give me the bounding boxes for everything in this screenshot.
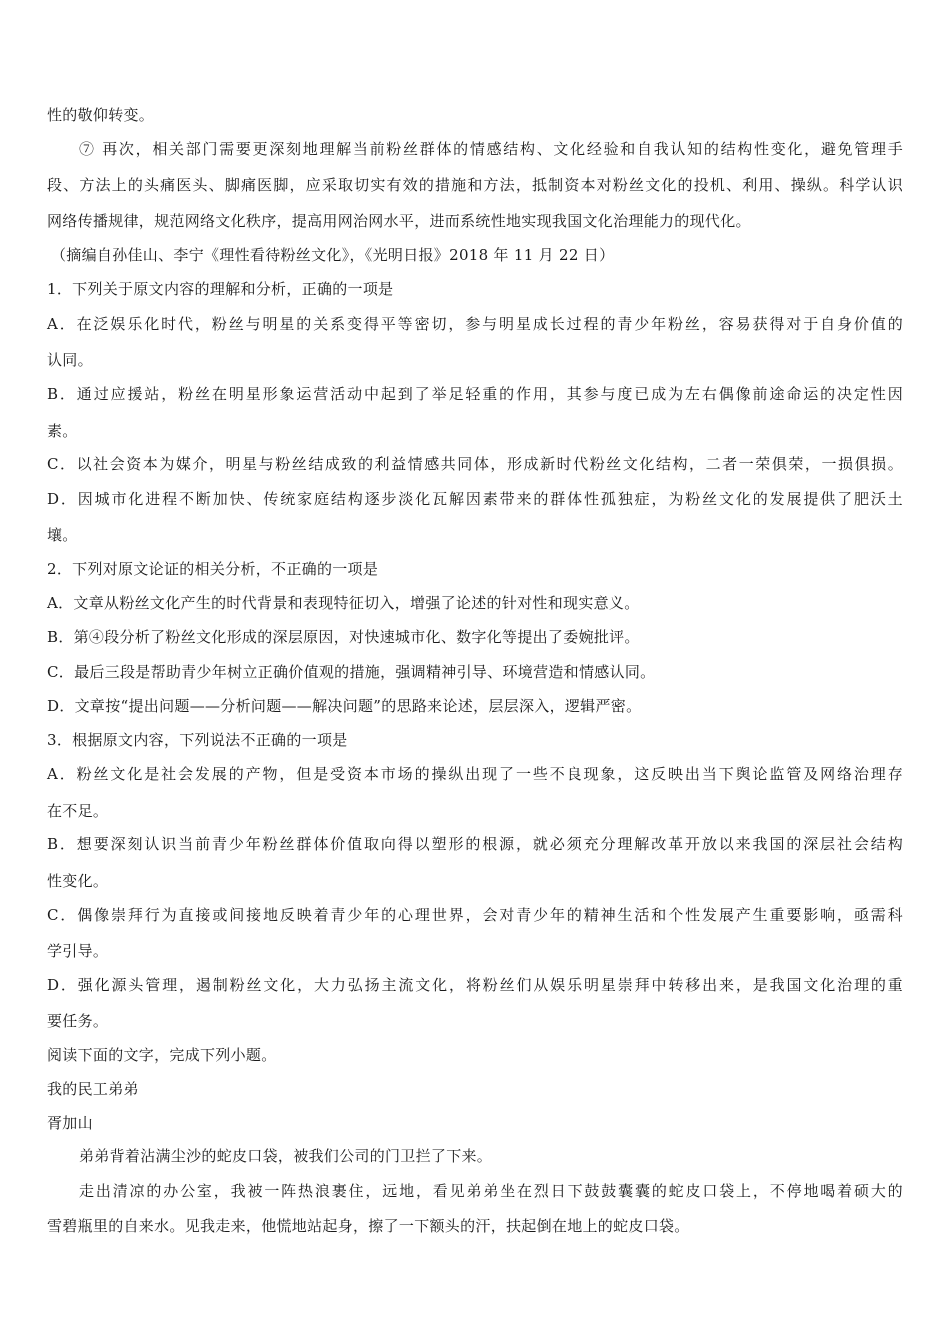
story-paragraph: 弟弟背着沾满尘沙的蛇皮口袋，被我们公司的门卫拦了下来。 (79, 1147, 493, 1165)
source-citation: （摘编自孙佳山、李宁《理性看待粉丝文化》，《光明日报》2018 年 11 月 22 日） (51, 246, 615, 264)
option-line: B．想要深刻认识当前青少年粉丝群体价值取向得以塑形的根源，就必须充分理解改革开放以来我国的深层社会结构 (47, 835, 903, 853)
story-paragraph: 走出清凉的办公室，我被一阵热浪裹住，远地，看见弟弟坐在烈日下鼓鼓囊囊的蛇皮口袋上，不停地喝着硕大的 (79, 1182, 903, 1200)
option-line: A．粉丝文化是社会发展的产物，但是受资本市场的操纵出现了一些不良现象，这反映出当下舆论监管及网络治理存 (47, 765, 903, 783)
story-paragraph: 雪碧瓶里的自来水。见我走来，他慌地站起身，擦了一下额头的汗，扶起倒在地上的蛇皮口袋。 (47, 1217, 690, 1235)
option-line: A．文章从粉丝文化产生的时代背景和表现特征切入，增强了论述的针对性和现实意义。 (47, 594, 640, 612)
option-line: 学引导。 (47, 942, 109, 960)
text-line: 性的敬仰转变。 (47, 106, 155, 124)
instruction-line: 阅读下面的文字，完成下列小题。 (47, 1046, 277, 1064)
option-line: D．文章按“提出问题——分析问题——解决问题”的思路来论述，层层深入，逻辑严密。 (47, 697, 642, 715)
option-line: 素。 (47, 422, 78, 440)
option-line: D．因城市化进程不断加快、传统家庭结构逐步淡化瓦解因素带来的群体性孤独症，为粉丝文化的发展提供了肥沃土 (47, 490, 903, 508)
option-line: B．通过应援站，粉丝在明星形象运营活动中起到了举足轻重的作用，其参与度已成为左右偶像前途命运的决定性因 (47, 385, 903, 403)
story-author: 胥加山 (47, 1114, 93, 1132)
option-line: 壤。 (47, 526, 78, 544)
option-line: C．最后三段是帮助青少年树立正确价值观的措施，强调精神引导、环境营造和情感认同。 (47, 663, 656, 681)
question-stem: 3．根据原文内容，下列说法不正确的一项是 (47, 731, 348, 749)
text-line: ⑦ 再次，相关部门需要更深刻地理解当前粉丝群体的情感结构、文化经验和自我认知的结构性变化，避免管理手 (79, 140, 903, 158)
story-title: 我的民工弟弟 (47, 1080, 139, 1098)
option-line: D．强化源头管理，遏制粉丝文化，大力弘扬主流文化，将粉丝们从娱乐明星崇拜中转移出来，是我国文化治理的重 (47, 976, 903, 994)
option-line: C．偶像崇拜行为直接或间接地反映着青少年的心理世界，会对青少年的精神生活和个性发展产生重要影响，亟需科 (47, 906, 903, 924)
text-line: 网络传播规律，规范网络文化秩序，提高用网治网水平，进而系统性地实现我国文化治理能力的现代化。 (47, 212, 751, 230)
option-line: C．以社会资本为媒介，明星与粉丝结成致的利益情感共同体，形成新时代粉丝文化结构，二者一荣俱荣，一损俱损。 (47, 455, 903, 473)
option-line: 性变化。 (47, 872, 109, 890)
question-stem: 1．下列关于原文内容的理解和分析，正确的一项是 (47, 280, 394, 298)
option-line: B．第④段分析了粉丝文化形成的深层原因，对快速城市化、数字化等提出了委婉批评。 (47, 628, 640, 646)
option-line: 在不足。 (47, 802, 109, 820)
text-line: 段、方法上的头痛医头、脚痛医脚，应采取切实有效的措施和方法，抵制资本对粉丝文化的投机、利用、操纵。科学认识 (47, 176, 903, 194)
option-line: 认同。 (47, 351, 93, 369)
question-stem: 2．下列对原文论证的相关分析，不正确的一项是 (47, 560, 379, 578)
option-line: A．在泛娱乐化时代，粉丝与明星的关系变得平等密切，参与明星成长过程的青少年粉丝，容易获得对于自身价值的 (47, 315, 903, 333)
option-line: 要任务。 (47, 1012, 109, 1030)
